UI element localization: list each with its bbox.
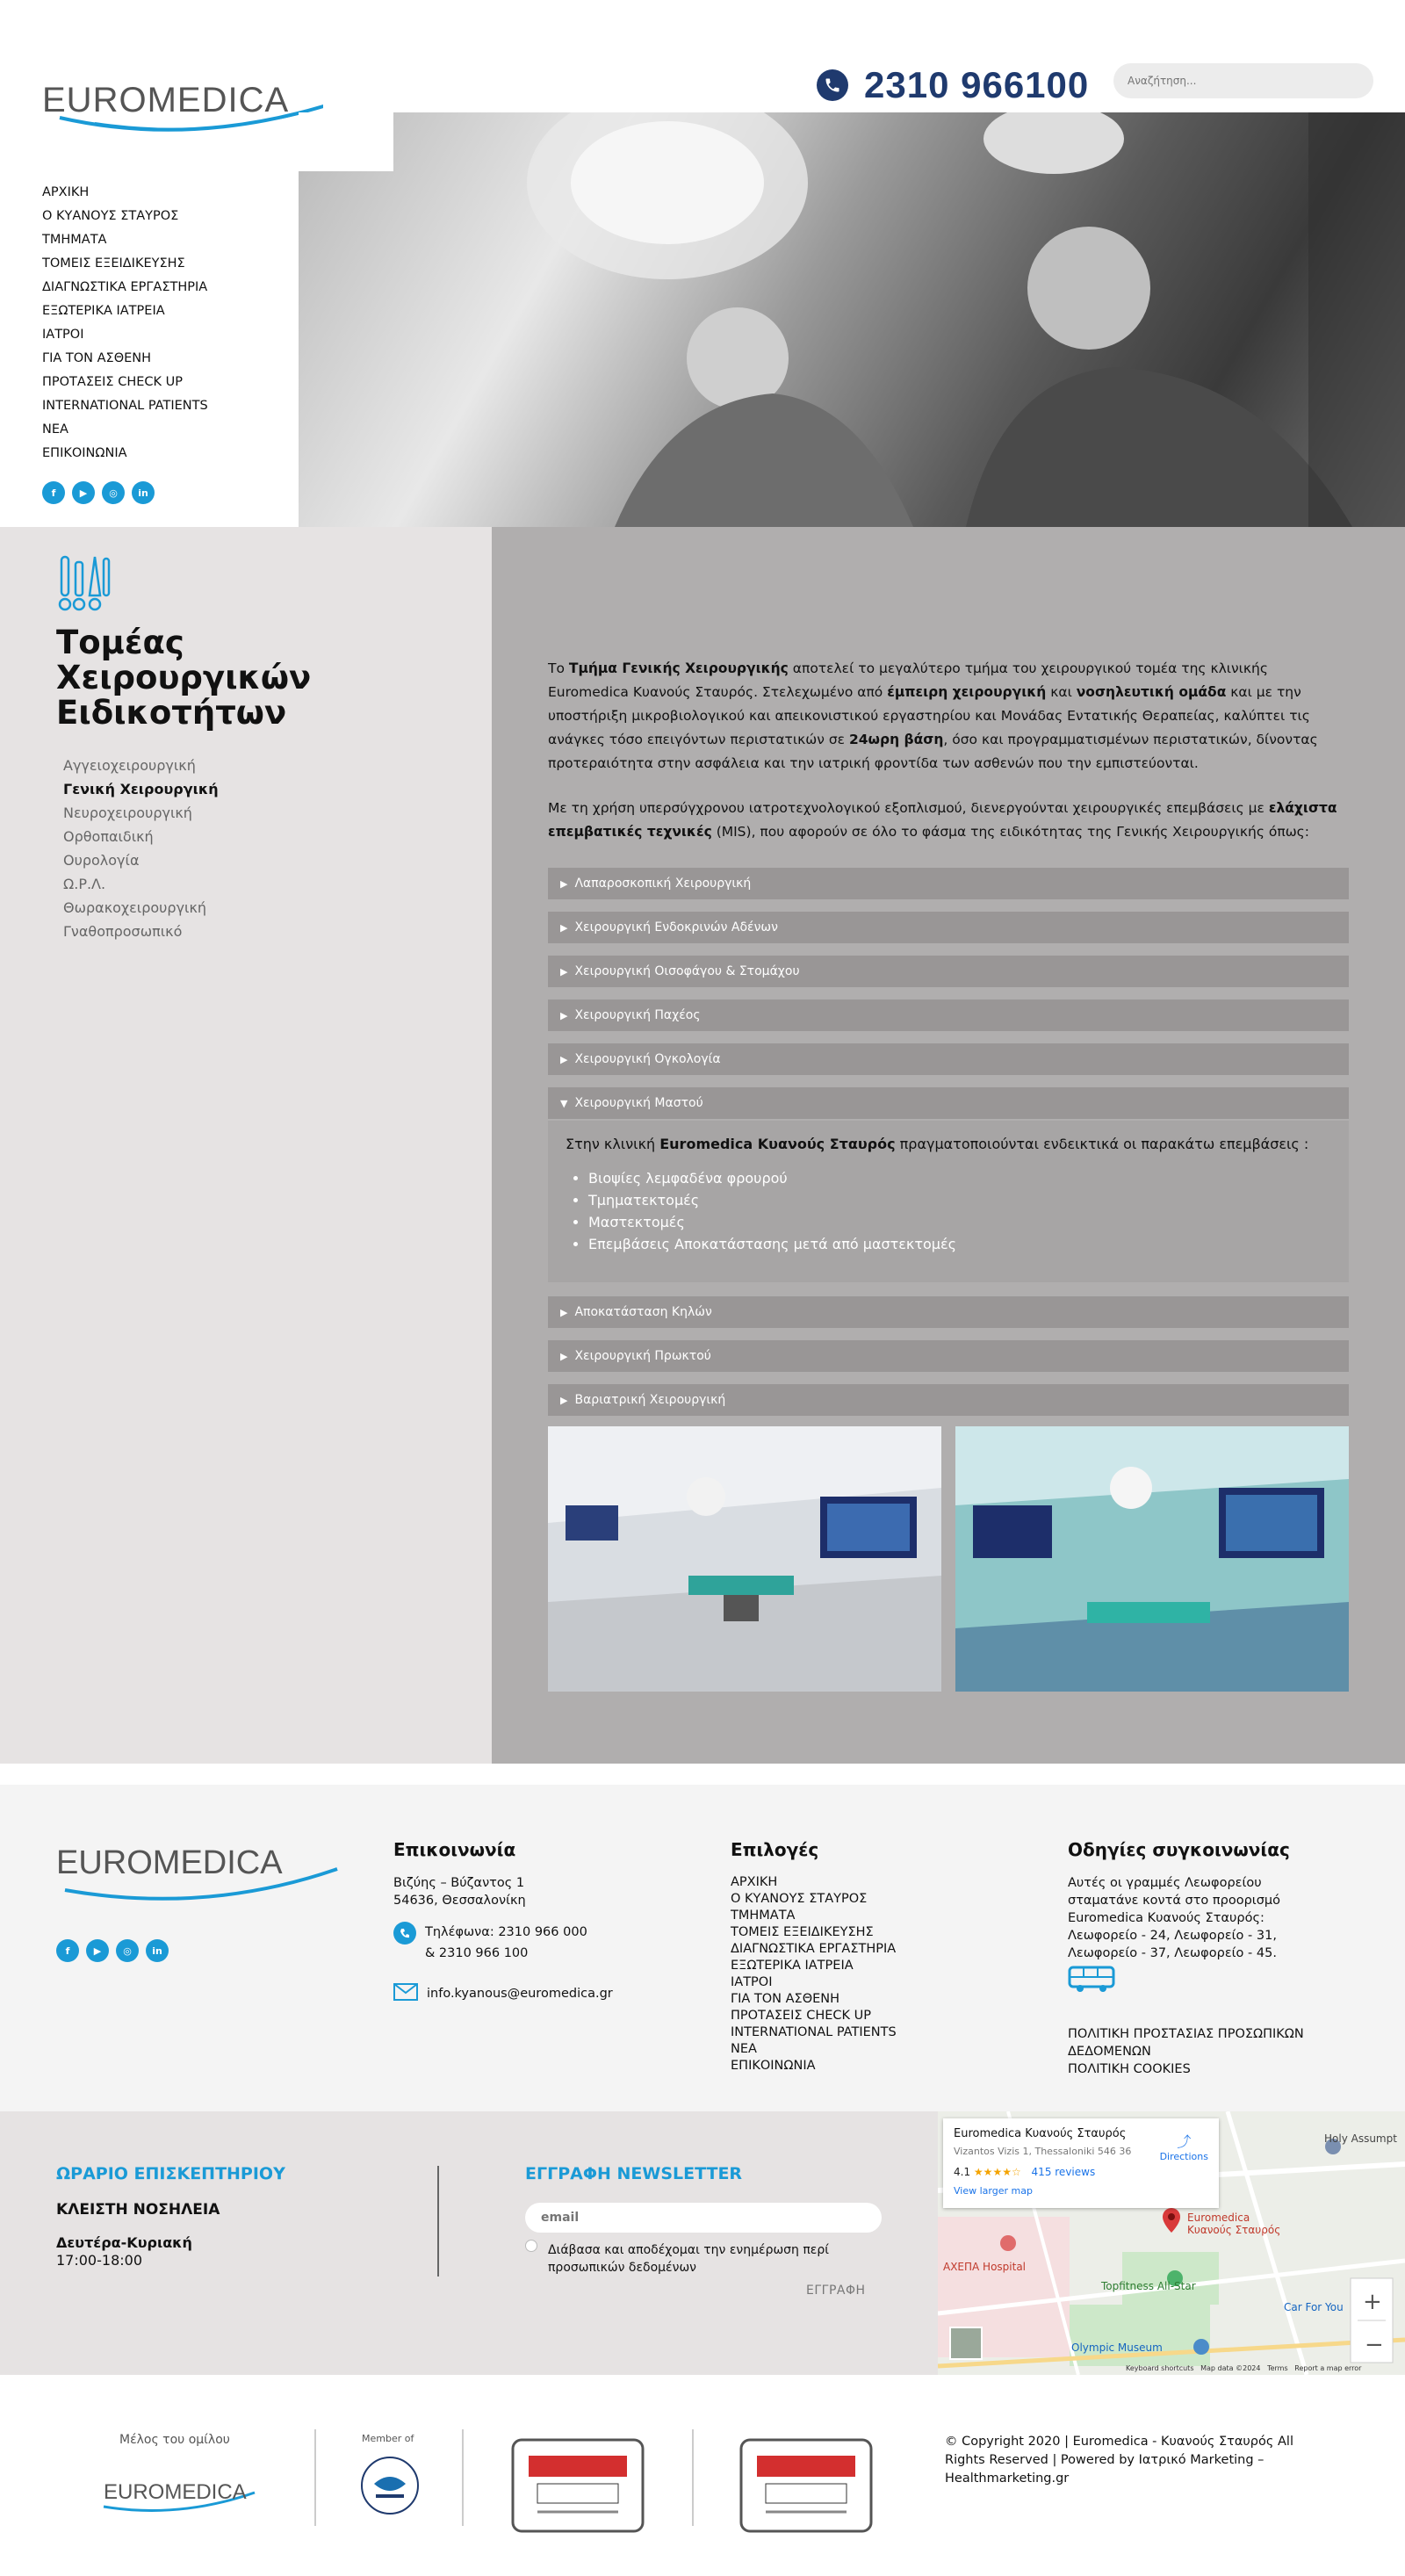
triangle-right-icon: ▶ <box>560 922 568 934</box>
section-title: Τομέας Χειρουργικών Ειδικοτήτων <box>56 624 312 732</box>
triangle-right-icon: ▶ <box>560 1351 568 1362</box>
footer-social <box>56 1939 169 1962</box>
subnav-item[interactable]: Θωρακοχειρουργική <box>63 899 207 916</box>
main-nav <box>42 181 288 465</box>
visiting-hours-type: ΚΛΕΙΣΤΗ ΝΟΣΗΛΕΙΑ <box>56 2201 220 2219</box>
footer-link[interactable]: ΕΠΙΚΟΙΝΩΝΙΑ <box>731 2059 816 2073</box>
accordion-item-open[interactable]: ▼ Χειρουργική Μαστού <box>548 1087 1349 1119</box>
subnav-item-active[interactable]: Γενική Χειρουργική <box>63 781 219 797</box>
triangle-right-icon: ▶ <box>560 1054 568 1065</box>
intro-paragraph-1: Το Τμήμα Γενικής Χειρουργικής αποτελεί το μεγαλύτερο τμήμα του χειρουργικού τομέα της κλινικής Euromedica Κυανούς Σταυρός. Στελεχωμένο από έμπειρη χειρουργική και νοσηλευτική ομάδα και με την υποστήριξη μικροβιολογικού και απεικονιστικού εργαστηρίου και Μονάδας Εντατικής Θεραπείας, καλύπτει τις ανάγκες τόσο επειγόντων περιστατικών σε 24ωρη βάση, όσο και προγραμματισμένων περιστατικών, δίνοντας προτεραιότητα στην ασφάλεια και την ιατρική φροντίδα των ασθενών που την εμπιστεύονται. <box>548 660 1318 771</box>
svg-text:−: − <box>1365 2332 1384 2358</box>
phone-icon <box>817 69 848 101</box>
phone-lines <box>425 1922 587 1964</box>
visiting-hours-days: Δευτέρα-Κυριακή <box>56 2234 192 2251</box>
phone-number: 2310 966100 <box>864 64 1090 105</box>
member-label: Member of <box>362 2433 414 2444</box>
header-phone[interactable] <box>817 63 1089 107</box>
procedure-list <box>566 1167 1331 1255</box>
phone-line: & 2310 966 100 <box>425 1946 529 1960</box>
accordion-item[interactable]: ▶ Χειρουργική Οισοφάγου & Στομάχου <box>548 956 1349 987</box>
phone-icon <box>393 1922 416 1964</box>
address <box>393 1874 526 1909</box>
surgeons-photo <box>299 112 1405 527</box>
triangle-right-icon: ▶ <box>560 1307 568 1318</box>
map-label: ΑΧΕΠΑ Hospital <box>943 2261 1027 2273</box>
place-rating <box>954 2166 1208 2178</box>
address-line: Βιζύης – Βύζαντος 1 <box>393 1876 525 1890</box>
newsletter-heading: ΕΓΓΡΑΦΗ NEWSLETTER <box>525 2164 743 2183</box>
cookies-policy-link[interactable]: ΠΟΛΙΤΙΚΗ COOKIES <box>1068 2062 1191 2076</box>
footer-email[interactable] <box>393 1983 613 2004</box>
logo-text: EUROMEDICA <box>56 1844 283 1881</box>
larger-map-link[interactable]: View larger map <box>954 2185 1033 2197</box>
list-item: • Τμηματεκτομές <box>588 1189 1331 1211</box>
place-address: Vizantos Vizis 1, Thessaloniki 546 36 <box>954 2146 1132 2157</box>
footer-link[interactable]: ΤΜΗΜΑΤΑ <box>731 1909 796 1923</box>
nav-item-departments[interactable]: ΤΜΗΜΑΤΑ <box>42 233 107 247</box>
footer-link[interactable]: ΔΙΑΓΝΩΣΤΙΚΑ ΕΡΓΑΣΤΗΡΙΑ <box>731 1942 897 1956</box>
footer-phones[interactable] <box>393 1922 587 1964</box>
accordion-item[interactable]: ▶ Αποκατάσταση Κηλών <box>548 1296 1349 1328</box>
map-label: Topfitness All-Star <box>1101 2280 1196 2292</box>
footer-options <box>731 1874 897 2075</box>
map-pin-label: Euromedica Κυανούς Σταυρός <box>1187 2212 1281 2236</box>
swiss-cert-logo <box>511 2438 645 2536</box>
operating-room-photo <box>955 1426 1349 1692</box>
nav-item-specialties[interactable]: ΤΟΜΕΙΣ ΕΞΕΙΔΙΚΕΥΣΗΣ <box>42 256 185 271</box>
accordion-item[interactable]: ▶ Χειρουργική Παχέος <box>548 999 1349 1031</box>
nav-item-outpatients[interactable]: ΕΞΩΤΕΡΙΚΑ ΙΑΤΡΕΙΑ <box>42 304 165 318</box>
phone-line: Τηλέφωνα: 2310 966 000 <box>425 1925 587 1939</box>
nav-item-checkup[interactable]: ΠΡΟΤΑΣΕΙΣ CHECK UP <box>42 375 183 389</box>
newsletter-email-input[interactable] <box>525 2203 882 2233</box>
nav-item-contact[interactable]: ΕΠΙΚΟΙΝΩΝΙΑ <box>42 446 127 460</box>
directions-heading: Οδηγίες συγκοινωνίας <box>1068 1839 1290 1860</box>
nav-item-international[interactable]: INTERNATIONAL PATIENTS <box>42 399 208 413</box>
hero-corner <box>299 112 393 171</box>
triangle-right-icon: ▶ <box>560 878 568 890</box>
list-item: • Επεμβάσεις Αποκατάστασης μετά από μαστεκτομές <box>588 1233 1331 1255</box>
footer-link[interactable]: ΑΡΧΙΚΗ <box>731 1875 778 1889</box>
elitour-logo <box>355 2450 425 2524</box>
divider <box>437 2166 439 2277</box>
logo-text: EUROMEDICA <box>104 2480 247 2504</box>
map-attribution: Keyboard shortcuts Map data ©2024 Terms Report a map error <box>1126 2364 1362 2372</box>
footer-link[interactable]: ΕΞΩΤΕΡΙΚΑ ΙΑΤΡΕΙΑ <box>731 1959 854 1973</box>
list-item: • Μαστεκτομές <box>588 1211 1331 1233</box>
swiss-cert-logo <box>739 2438 873 2536</box>
reviews-link[interactable]: 415 reviews <box>1031 2166 1096 2178</box>
contact-heading: Επικοινωνία <box>393 1839 516 1860</box>
copyright-text: © Copyright 2020 | Euromedica - Κυανούς Σταυρός All Rights Reserved | Powered by Ιατρικό Marketing – Healthmarketing.gr <box>945 2435 1293 2486</box>
nav-item-patients[interactable]: ΓΙΑ ΤΟΝ ΑΣΘΕΝΗ <box>42 351 152 365</box>
hero-image <box>299 112 1405 527</box>
directions-button[interactable] <box>1160 2131 1208 2162</box>
place-name: Euromedica Κυανούς Σταυρός <box>954 2127 1127 2140</box>
triangle-right-icon: ▶ <box>560 1010 568 1021</box>
facebook-icon[interactable]: f <box>56 1939 79 1962</box>
subnav-item[interactable]: Ουρολογία <box>63 852 140 869</box>
nav-item-news[interactable]: ΝΕΑ <box>42 422 68 437</box>
nav-item-kyanous[interactable]: Ο ΚΥΑΝΟΥΣ ΣΤΑΥΡΟΣ <box>42 209 179 223</box>
options-heading: Επιλογές <box>731 1839 819 1860</box>
policy-links <box>1068 2025 1331 2078</box>
triangle-down-icon: ▼ <box>560 1098 568 1109</box>
intro-paragraph-2: Με τη χρήση υπερσύγχρονου ιατροτεχνολογικού εξοπλισμού, διενεργούνται χειρουργικές επεμβάσεις με ελάχιστα επεμβατικές τεχνικές (MIS), που αφορούν σε όλο το φάσμα της ειδικότητας της Γενικής Χειρουργικής όπως: <box>548 800 1337 840</box>
nav-item-doctors[interactable]: ΙΑΤΡΟΙ <box>42 328 84 342</box>
privacy-policy-link[interactable]: ΠΟΛΙΤΙΚΗ ΠΡΟΣΤΑΣΙΑΣ ΠΡΟΣΩΠΙΚΩΝ ΔΕΔΟΜΕΝΩΝ <box>1068 2027 1304 2059</box>
bus-icon <box>1068 1966 1115 1997</box>
accordion-item[interactable]: ▶ Χειρουργική Ενδοκρινών Αδένων <box>548 912 1349 943</box>
map-label: Holy Assumpt <box>1324 2132 1397 2145</box>
linkedin-icon[interactable]: in <box>132 481 155 504</box>
directions-label: Directions <box>1159 2151 1208 2162</box>
footer-link[interactable]: ΓΙΑ ΤΟΝ ΑΣΘΕΝΗ <box>731 1992 840 2006</box>
footer-link[interactable]: ΝΕΑ <box>731 2042 757 2056</box>
rating-value: 4.1 <box>954 2166 971 2178</box>
subnav-item[interactable]: Ορθοπαιδική <box>63 828 154 845</box>
surgical-tools-icon <box>56 553 112 618</box>
visiting-hours-time: 17:00-18:00 <box>56 2252 142 2269</box>
intro-text <box>548 657 1349 865</box>
subnav-item[interactable]: Αγγειοχειρουργική <box>63 757 196 774</box>
linkedin-icon[interactable]: in <box>146 1939 169 1962</box>
member-of-label: Μέλος του ομίλου <box>119 2433 230 2447</box>
facebook-icon[interactable]: f <box>42 481 65 504</box>
accordion-item[interactable]: ▶ Λαπαροσκοπική Χειρουργική <box>548 868 1349 899</box>
directions-text: Αυτές οι γραμμές Λεωφορείου σταματάνε κοντά στο προορισμό Euromedica Κυανούς Σταυρός: Λεωφορείο - 24, Λεωφορείο - 31, Λεωφορείο - 37, Λεωφορείο - 45. <box>1068 1876 1280 1960</box>
subnav-item[interactable]: Νευροχειρουργική <box>63 805 192 821</box>
footer-link[interactable]: ΠΡΟΤΑΣΕΙΣ CHECK UP <box>731 2009 871 2023</box>
accordion-panel <box>548 1121 1349 1282</box>
search-input[interactable] <box>1113 63 1373 98</box>
map-label: Olympic Museum <box>1071 2341 1163 2354</box>
accordion-item[interactable]: ▶ Χειρουργική Ογκολογία <box>548 1043 1349 1075</box>
address-line: 54636, Θεσσαλονίκη <box>393 1894 526 1908</box>
triangle-right-icon: ▶ <box>560 1395 568 1406</box>
divider <box>314 2429 316 2526</box>
accordion-panel-text: Στην κλινική Euromedica Κυανούς Σταυρός πραγματοποιούνται ενδεικτικά οι παρακάτω επεμβάσεις : <box>566 1136 1309 1152</box>
footer-link[interactable]: ΙΑΤΡΟΙ <box>731 1975 773 1989</box>
nav-item-home[interactable]: ΑΡΧΙΚΗ <box>42 185 90 199</box>
subnav-item[interactable]: Ω.Ρ.Λ. <box>63 876 106 892</box>
youtube-icon[interactable]: ▶ <box>86 1939 109 1962</box>
consent-label: Διάβασα και αποδέχομαι την ενημέρωση περί προσωπικών δεδομένων <box>548 2243 829 2275</box>
group-logo <box>100 2477 258 2519</box>
divider <box>462 2429 464 2526</box>
footer-link[interactable]: Ο ΚΥΑΝΟΥΣ ΣΤΑΥΡΟΣ <box>731 1892 868 1906</box>
accordion-item[interactable]: ▶ Βαριατρική Χειρουργική <box>548 1384 1349 1416</box>
section-subnav <box>63 754 219 943</box>
logo-text: EUROMEDICA <box>42 81 290 119</box>
nav-item-labs[interactable]: ΔΙΑΓΝΩΣΤΙΚΑ ΕΡΓΑΣΤΗΡΙΑ <box>42 280 208 294</box>
footer-logo[interactable] <box>56 1844 346 1906</box>
youtube-icon[interactable]: ▶ <box>72 481 95 504</box>
footer-link[interactable]: INTERNATIONAL PATIENTS <box>731 2025 897 2039</box>
instagram-icon[interactable]: ◎ <box>116 1939 139 1962</box>
map-place-card <box>943 2118 1219 2208</box>
email-text: info.kyanous@euromedica.gr <box>427 1987 613 2001</box>
envelope-icon <box>393 1983 418 2004</box>
accordion-item[interactable]: ▶ Χειρουργική Πρωκτού <box>548 1340 1349 1372</box>
consent-checkbox[interactable] <box>525 2240 537 2252</box>
instagram-icon[interactable]: ◎ <box>102 481 125 504</box>
map-label: Car For You <box>1284 2301 1344 2313</box>
subnav-item[interactable]: Γναθοπροσωπικό <box>63 923 183 940</box>
triangle-right-icon: ▶ <box>560 966 568 978</box>
star-rating-icon: ★★★★☆ <box>973 2166 1021 2178</box>
social-links <box>42 481 155 504</box>
list-item: • Βιοψίες λεμφαδένα φρουρού <box>588 1167 1331 1189</box>
visiting-hours-heading: ΩΡΑΡΙΟ ΕΠΙΣΚΕΠΤΗΡΙΟΥ <box>56 2164 285 2183</box>
logo[interactable] <box>42 77 314 141</box>
divider <box>692 2429 694 2526</box>
footer-link[interactable]: ΤΟΜΕΙΣ ΕΞΕΙΔΙΚΕΥΣΗΣ <box>731 1925 874 1939</box>
directions-icon: ⤴ <box>1177 2133 1192 2150</box>
subscribe-button[interactable]: ΕΓΓΡΑΦΗ <box>806 2284 866 2298</box>
svg-text:+: + <box>1363 2289 1382 2315</box>
operating-room-photo <box>548 1426 941 1692</box>
